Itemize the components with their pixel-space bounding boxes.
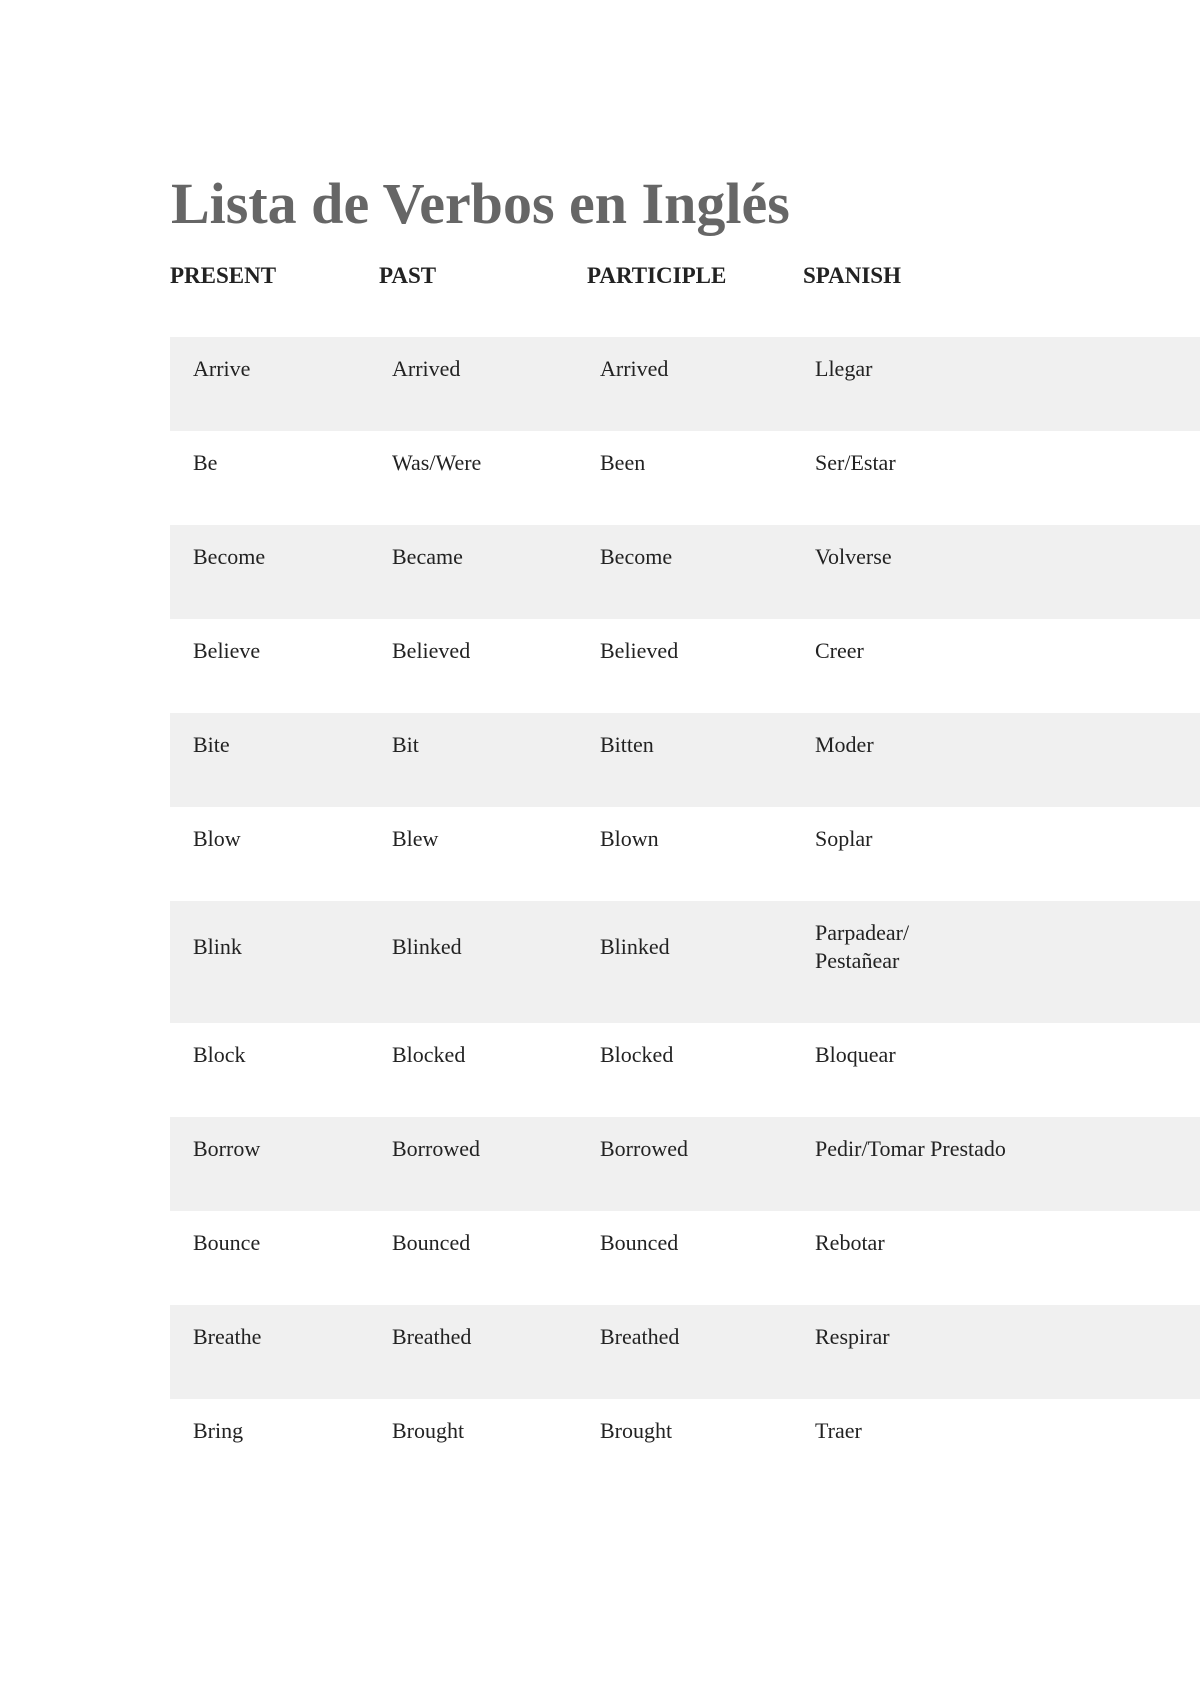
- verb-table: [170, 337, 1200, 1493]
- cell-participle: Breathed: [600, 1324, 680, 1349]
- column-headers: [0, 262, 1200, 290]
- table-row: [170, 713, 1200, 807]
- cell-spanish: [815, 901, 1185, 1023]
- cell-past: Breathed: [392, 1324, 472, 1349]
- cell-participle: Bounced: [600, 1230, 679, 1255]
- cell-spanish-text: Volverse: [815, 544, 892, 569]
- cell-spanish: [815, 1211, 1185, 1305]
- cell-spanish: [815, 619, 1185, 713]
- cell-spanish: [815, 807, 1185, 901]
- cell-participle: Blinked: [600, 934, 670, 959]
- cell-present: Blink: [193, 934, 242, 959]
- cell-spanish: [815, 1305, 1185, 1399]
- table-row: [170, 619, 1200, 713]
- cell-present: Arrive: [193, 356, 251, 381]
- table-row: [170, 337, 1200, 431]
- cell-past: Believed: [392, 638, 471, 663]
- cell-spanish-text: Rebotar: [815, 1230, 885, 1255]
- cell-participle: Arrived: [600, 356, 669, 381]
- table-row: [170, 1399, 1200, 1493]
- cell-spanish: [815, 525, 1185, 619]
- cell-spanish-text: Moder: [815, 732, 874, 757]
- table-row: [170, 807, 1200, 901]
- cell-past: Blew: [392, 826, 439, 851]
- cell-present: Blow: [193, 826, 241, 851]
- cell-present: Be: [193, 450, 218, 475]
- cell-past: Borrowed: [392, 1136, 480, 1161]
- cell-participle: Bitten: [600, 732, 654, 757]
- header-participle: PARTICIPLE: [587, 263, 727, 288]
- cell-past: Blinked: [392, 934, 462, 959]
- header-past: PAST: [379, 263, 437, 288]
- table-row: [170, 1117, 1200, 1211]
- cell-spanish-text: Traer: [815, 1418, 862, 1443]
- cell-spanish-text: Creer: [815, 638, 864, 663]
- page-title: Lista de Verbos en Inglés: [171, 171, 790, 236]
- cell-past: Bit: [392, 732, 419, 757]
- cell-participle: Been: [600, 450, 646, 475]
- header-spanish: SPANISH: [803, 263, 901, 288]
- cell-spanish-text: Pedir/Tomar Prestado: [815, 1136, 1006, 1161]
- header-present: PRESENT: [170, 263, 277, 288]
- cell-spanish-text: Llegar: [815, 356, 873, 381]
- cell-present: Breathe: [193, 1324, 262, 1349]
- table-row: [170, 1023, 1200, 1117]
- cell-past: Became: [392, 544, 463, 569]
- cell-participle: Brought: [600, 1418, 673, 1443]
- cell-spanish: [815, 713, 1185, 807]
- cell-spanish-text: Respirar: [815, 1324, 890, 1349]
- cell-participle: Blown: [600, 826, 659, 851]
- table-row: [170, 1211, 1200, 1305]
- cell-past: Blocked: [392, 1042, 466, 1067]
- cell-spanish-text: Bloquear: [815, 1042, 896, 1067]
- cell-spanish: [815, 1023, 1185, 1117]
- cell-participle: Blocked: [600, 1042, 674, 1067]
- cell-spanish-text: Ser/Estar: [815, 450, 896, 475]
- cell-spanish: [815, 1117, 1185, 1211]
- cell-present: Believe: [193, 638, 261, 663]
- cell-past: Arrived: [392, 356, 461, 381]
- cell-past: Brought: [392, 1418, 465, 1443]
- cell-spanish-text: Parpadear/ Pestañear: [815, 920, 910, 973]
- cell-spanish-text: Soplar: [815, 826, 873, 851]
- cell-present: Bring: [193, 1418, 244, 1443]
- cell-participle: Borrowed: [600, 1136, 688, 1161]
- cell-present: Become: [193, 544, 266, 569]
- cell-spanish: [815, 337, 1185, 431]
- cell-spanish: [815, 431, 1185, 525]
- table-row: [170, 901, 1200, 1023]
- cell-present: Block: [193, 1042, 246, 1067]
- cell-past: Bounced: [392, 1230, 471, 1255]
- cell-present: Bite: [193, 732, 230, 757]
- table-row: [170, 431, 1200, 525]
- cell-participle: Believed: [600, 638, 679, 663]
- table-row: [170, 1305, 1200, 1399]
- cell-participle: Become: [600, 544, 673, 569]
- cell-present: Bounce: [193, 1230, 261, 1255]
- cell-spanish: [815, 1399, 1185, 1493]
- table-row: [170, 525, 1200, 619]
- cell-past: Was/Were: [392, 450, 482, 475]
- cell-present: Borrow: [193, 1136, 261, 1161]
